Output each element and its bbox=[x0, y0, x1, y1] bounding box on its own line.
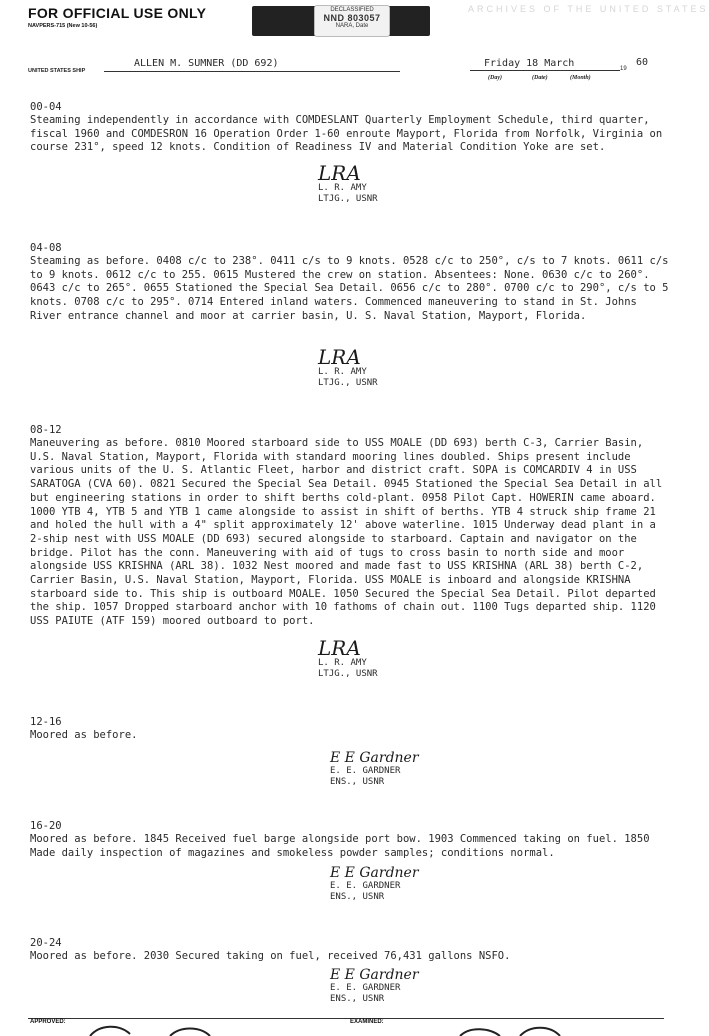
form-number: NAVPERS-715 (New 10-56) bbox=[28, 23, 98, 29]
stamp-code: NND 803057 bbox=[323, 13, 381, 23]
approval-signatures-scrawl bbox=[80, 1022, 640, 1036]
signer-name: L. R. AMY bbox=[318, 183, 367, 193]
signature-block bbox=[330, 967, 419, 1005]
signer-rank: LTJG., USNR bbox=[318, 669, 378, 679]
watch-remarks: Maneuvering as before. 0810 Moored starboard side to USS MOALE (DD 693) berth C-3, Carrier Basin, U.S. Naval Station, Mayport, Florida with standard mooring lines doubled. Ships present include various units of the U. S. Atlantic Fleet, harbor and district craft. SOPA is COMCARDIV 4 in USS SARATOGA (CVA 60). 0821 Secured the Special Sea Detail. 0945 Stationed the Special Sea Detail in all but engineering stations in order to shift berths cold-plant. 0958 Pilot Capt. HOWERIN came aboard. 1000 YTB 4, YTB 5 and YTB 1 came alongside to assist in shift of berths. YTB 4 struck ship frame 21 and holed the hull with a 4" split approximately 12' above waterline. 1015 Underway dead plant in a 2-ship nest with USS MOALE (DD 693) secured alongside to starboard. Captain and navigator on the bridge. Pilot has the conn. Maneuvering with aid of tugs to cross basin to north side and moor alongside USS KRISHNA (ARL 38). 1032 Nest moored and made fast to USS KRISHNA (ARL 38) berth C-2, Carrier Basin, U.S. Naval Station, Mayport, Florida. USS MOALE is inboard and alongside KRISHNA starboard side to. This ship is outboard MOALE. 1050 Secured the Special Sea Detail. Pilot departed the ship. 1057 Dropped starboard anchor with 10 fathoms of chain out. 1100 Tugs departed ship. 1120 USS PAIUTE (ATF 159) moored outboard to port. bbox=[30, 437, 663, 628]
ship-name: ALLEN M. SUMNER (DD 692) bbox=[134, 58, 279, 69]
examined-label: EXAMINED: bbox=[350, 1019, 384, 1025]
signer-name: L. R. AMY bbox=[318, 658, 367, 668]
watch-remarks: Steaming as before. 0408 c/c to 238°. 0411 c/s to 9 knots. 0528 c/c to 250°, c/s to 7 knots. 0611 c/s to 9 knots. 0612 c/c to 255. 0615 Mustered the crew on station. Absentees: None. 0630 c/c to 260°. 0643 c/c to 265°. 0655 Stationed the Special Sea Detail. 0656 c/c to 280°. 0700 c/c to 290°, c/s to 5 knots. 0708 c/c to 295°. 0714 Entered inland waters. Commenced maneuvering to stand in St. Johns River entrance channel and moor at carrier basin, U. S. Naval Station, Mayport, Florida. bbox=[30, 255, 669, 322]
faded-archive-text: ARCHIVES OF THE UNITED STATES bbox=[468, 4, 709, 14]
watch-entry bbox=[30, 820, 670, 860]
signature-block bbox=[318, 638, 378, 680]
signature-mark: E E Gardner bbox=[330, 865, 419, 881]
signer-name: E. E. GARDNER bbox=[330, 983, 401, 993]
watch-time: 00-04 bbox=[30, 101, 62, 113]
signature-mark: E E Gardner bbox=[330, 750, 419, 766]
signature-mark: LRA bbox=[318, 636, 361, 660]
date-rule bbox=[470, 70, 620, 71]
signature-mark: LRA bbox=[318, 345, 361, 369]
signer-rank: ENS., USNR bbox=[330, 994, 385, 1004]
watch-entry bbox=[30, 937, 670, 964]
footer-rule bbox=[28, 1018, 664, 1019]
signer-name: L. R. AMY bbox=[318, 367, 367, 377]
ship-label: UNITED STATES SHIP bbox=[28, 68, 86, 74]
watch-entry bbox=[30, 242, 670, 324]
year-prefix: 19 bbox=[620, 66, 627, 72]
log-year: 60 bbox=[636, 57, 649, 68]
signer-name: E. E. GARDNER bbox=[330, 766, 401, 776]
signer-name: E. E. GARDNER bbox=[330, 881, 401, 891]
watch-time: 08-12 bbox=[30, 424, 62, 436]
signature-block bbox=[318, 163, 378, 205]
signer-rank: LTJG., USNR bbox=[318, 378, 378, 388]
log-date: Friday 18 March bbox=[484, 58, 575, 69]
day-caption: (Day) bbox=[488, 75, 502, 81]
signature-block bbox=[318, 347, 378, 389]
watch-time: 12-16 bbox=[30, 716, 62, 728]
signature-mark: LRA bbox=[318, 161, 361, 185]
signer-rank: ENS., USNR bbox=[330, 892, 385, 902]
signature-block bbox=[330, 750, 419, 788]
watch-time: 16-20 bbox=[30, 820, 62, 832]
watch-remarks: Steaming independently in accordance with COMDESLANT Quarterly Employment Schedule, third quarter, fiscal 1960 and COMDESRON 16 Operation Order 1-60 enroute Mayport, Florida from Norfolk, Virginia on course 231°, speed 12 knots. Condition of Readiness IV and Material Condition Yoke are set. bbox=[30, 114, 663, 154]
signer-rank: LTJG., USNR bbox=[318, 194, 378, 204]
watch-remarks: Moored as before. bbox=[30, 729, 138, 741]
signature-block bbox=[330, 865, 419, 903]
stamp-line-3: NARA, Date bbox=[335, 23, 369, 29]
watch-entry bbox=[30, 716, 670, 743]
signer-rank: ENS., USNR bbox=[330, 777, 385, 787]
ship-name-rule bbox=[104, 71, 400, 72]
approved-label: APPROVED: bbox=[30, 1019, 66, 1025]
watch-remarks: Moored as before. 1845 Received fuel barge alongside port bow. 1903 Commenced taking on fuel. 1850 Made daily inspection of magazines and smokeless powder samples; conditions normal. bbox=[30, 833, 650, 859]
watch-entry bbox=[30, 424, 670, 629]
month-caption: (Month) bbox=[570, 75, 591, 81]
watch-entry bbox=[30, 101, 670, 155]
date-caption: (Date) bbox=[532, 75, 548, 81]
watch-remarks: Moored as before. 2030 Secured taking on fuel, received 76,431 gallons NSFO. bbox=[30, 950, 511, 962]
watch-time: 04-08 bbox=[30, 242, 62, 254]
classification-heading: FOR OFFICIAL USE ONLY bbox=[28, 5, 207, 21]
signature-mark: E E Gardner bbox=[330, 967, 419, 983]
declassification-stamp bbox=[314, 5, 390, 37]
watch-time: 20-24 bbox=[30, 937, 62, 949]
stamp-line-1: DECLASSIFIED bbox=[330, 7, 374, 13]
